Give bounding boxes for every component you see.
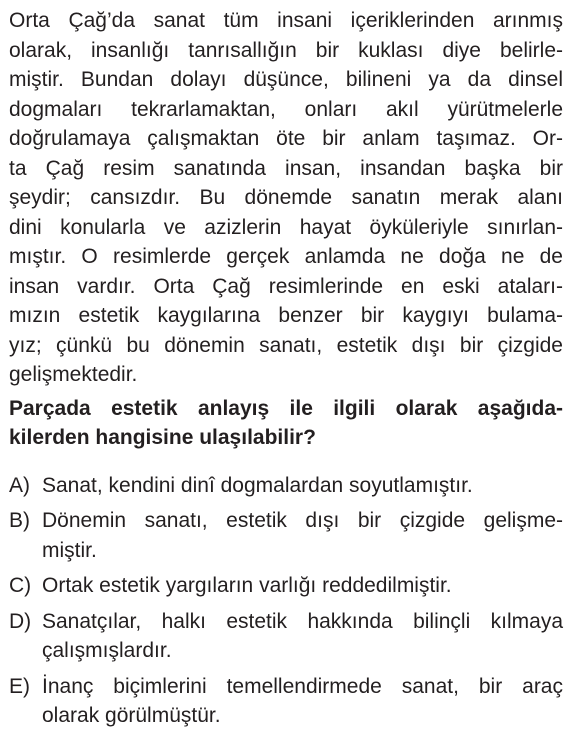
passage-line: mıştır. O resimlerde gerçek anlamda ne doğa ne de xyxy=(9,245,563,268)
option-b-text: Dönemin sanatı, estetik dışı bir çizgide gelişme- xyxy=(42,509,563,532)
option-c[interactable] xyxy=(9,571,563,601)
option-c-text: Ortak estetik yargıların varlığı reddedilmiştir. xyxy=(42,574,452,597)
option-e-letter: E) xyxy=(9,674,30,698)
option-a-letter: A) xyxy=(9,473,30,497)
passage-line: Orta Çağ’da sanat tüm insani içeriklerinden arınmış xyxy=(9,9,563,32)
passage-line: doğrulamaya çalışmaktan öte bir anlam taşımaz. Or- xyxy=(9,127,563,150)
option-a[interactable] xyxy=(9,471,563,501)
passage-line: ta Çağ resim sanatında insan, insandan başka bir xyxy=(9,156,563,180)
option-b-text: miştir. xyxy=(42,538,97,562)
answer-options xyxy=(9,471,563,731)
passage-line: miştir. Bundan dolayı düşünce, bilineni ya da dinsel xyxy=(9,68,563,91)
passage-line: mızın estetik kaygılarına benzer bir kaygıyı bulama- xyxy=(9,304,563,327)
option-d-text: Sanatçılar, halkı estetik hakkında bilinçli kılmaya xyxy=(42,609,563,633)
option-e[interactable] xyxy=(9,672,563,731)
passage-line: olarak, insanlığı tanrısallığın bir kuklası diye belirle- xyxy=(9,38,563,62)
question-line: Parçada estetik anlayış ile ilgili olarak aşağıda- xyxy=(9,396,563,420)
question-stem xyxy=(9,394,563,453)
passage-line: yız; çünkü bu dönemin sanatı, estetik dışı bir çizgide xyxy=(9,333,563,357)
option-e-text: İnanç biçimlerini temellendirmede sanat, bir araç xyxy=(42,674,563,698)
option-b-letter: B) xyxy=(9,509,30,532)
option-b[interactable] xyxy=(9,506,563,565)
passage-line: gelişmektedir. xyxy=(9,363,138,386)
passage-line: şeydir; cansızdır. Bu dönemde sanatın merak alanı xyxy=(9,186,563,209)
option-d[interactable] xyxy=(9,607,563,666)
option-a-text: Sanat, kendini dinî dogmalardan soyutlamıştır. xyxy=(42,473,473,497)
passage-line: dini konularla ve azizlerin hayat öyküleriyle sınırlan- xyxy=(9,215,563,239)
option-d-text: çalışmışlardır. xyxy=(42,639,172,662)
option-e-text: olarak görülmüştür. xyxy=(42,704,221,727)
question-page xyxy=(9,6,563,737)
passage-text xyxy=(9,6,563,390)
passage-line: dogmaları tekrarlamaktan, onları akıl yürütmelerle xyxy=(9,97,563,121)
passage-line: insan vardır. Orta Çağ resimlerinde en eski ataları- xyxy=(9,274,563,298)
option-d-letter: D) xyxy=(9,609,32,633)
question-line: kilerden hangisine ulaşılabilir? xyxy=(9,426,316,449)
option-c-letter: C) xyxy=(9,574,32,597)
